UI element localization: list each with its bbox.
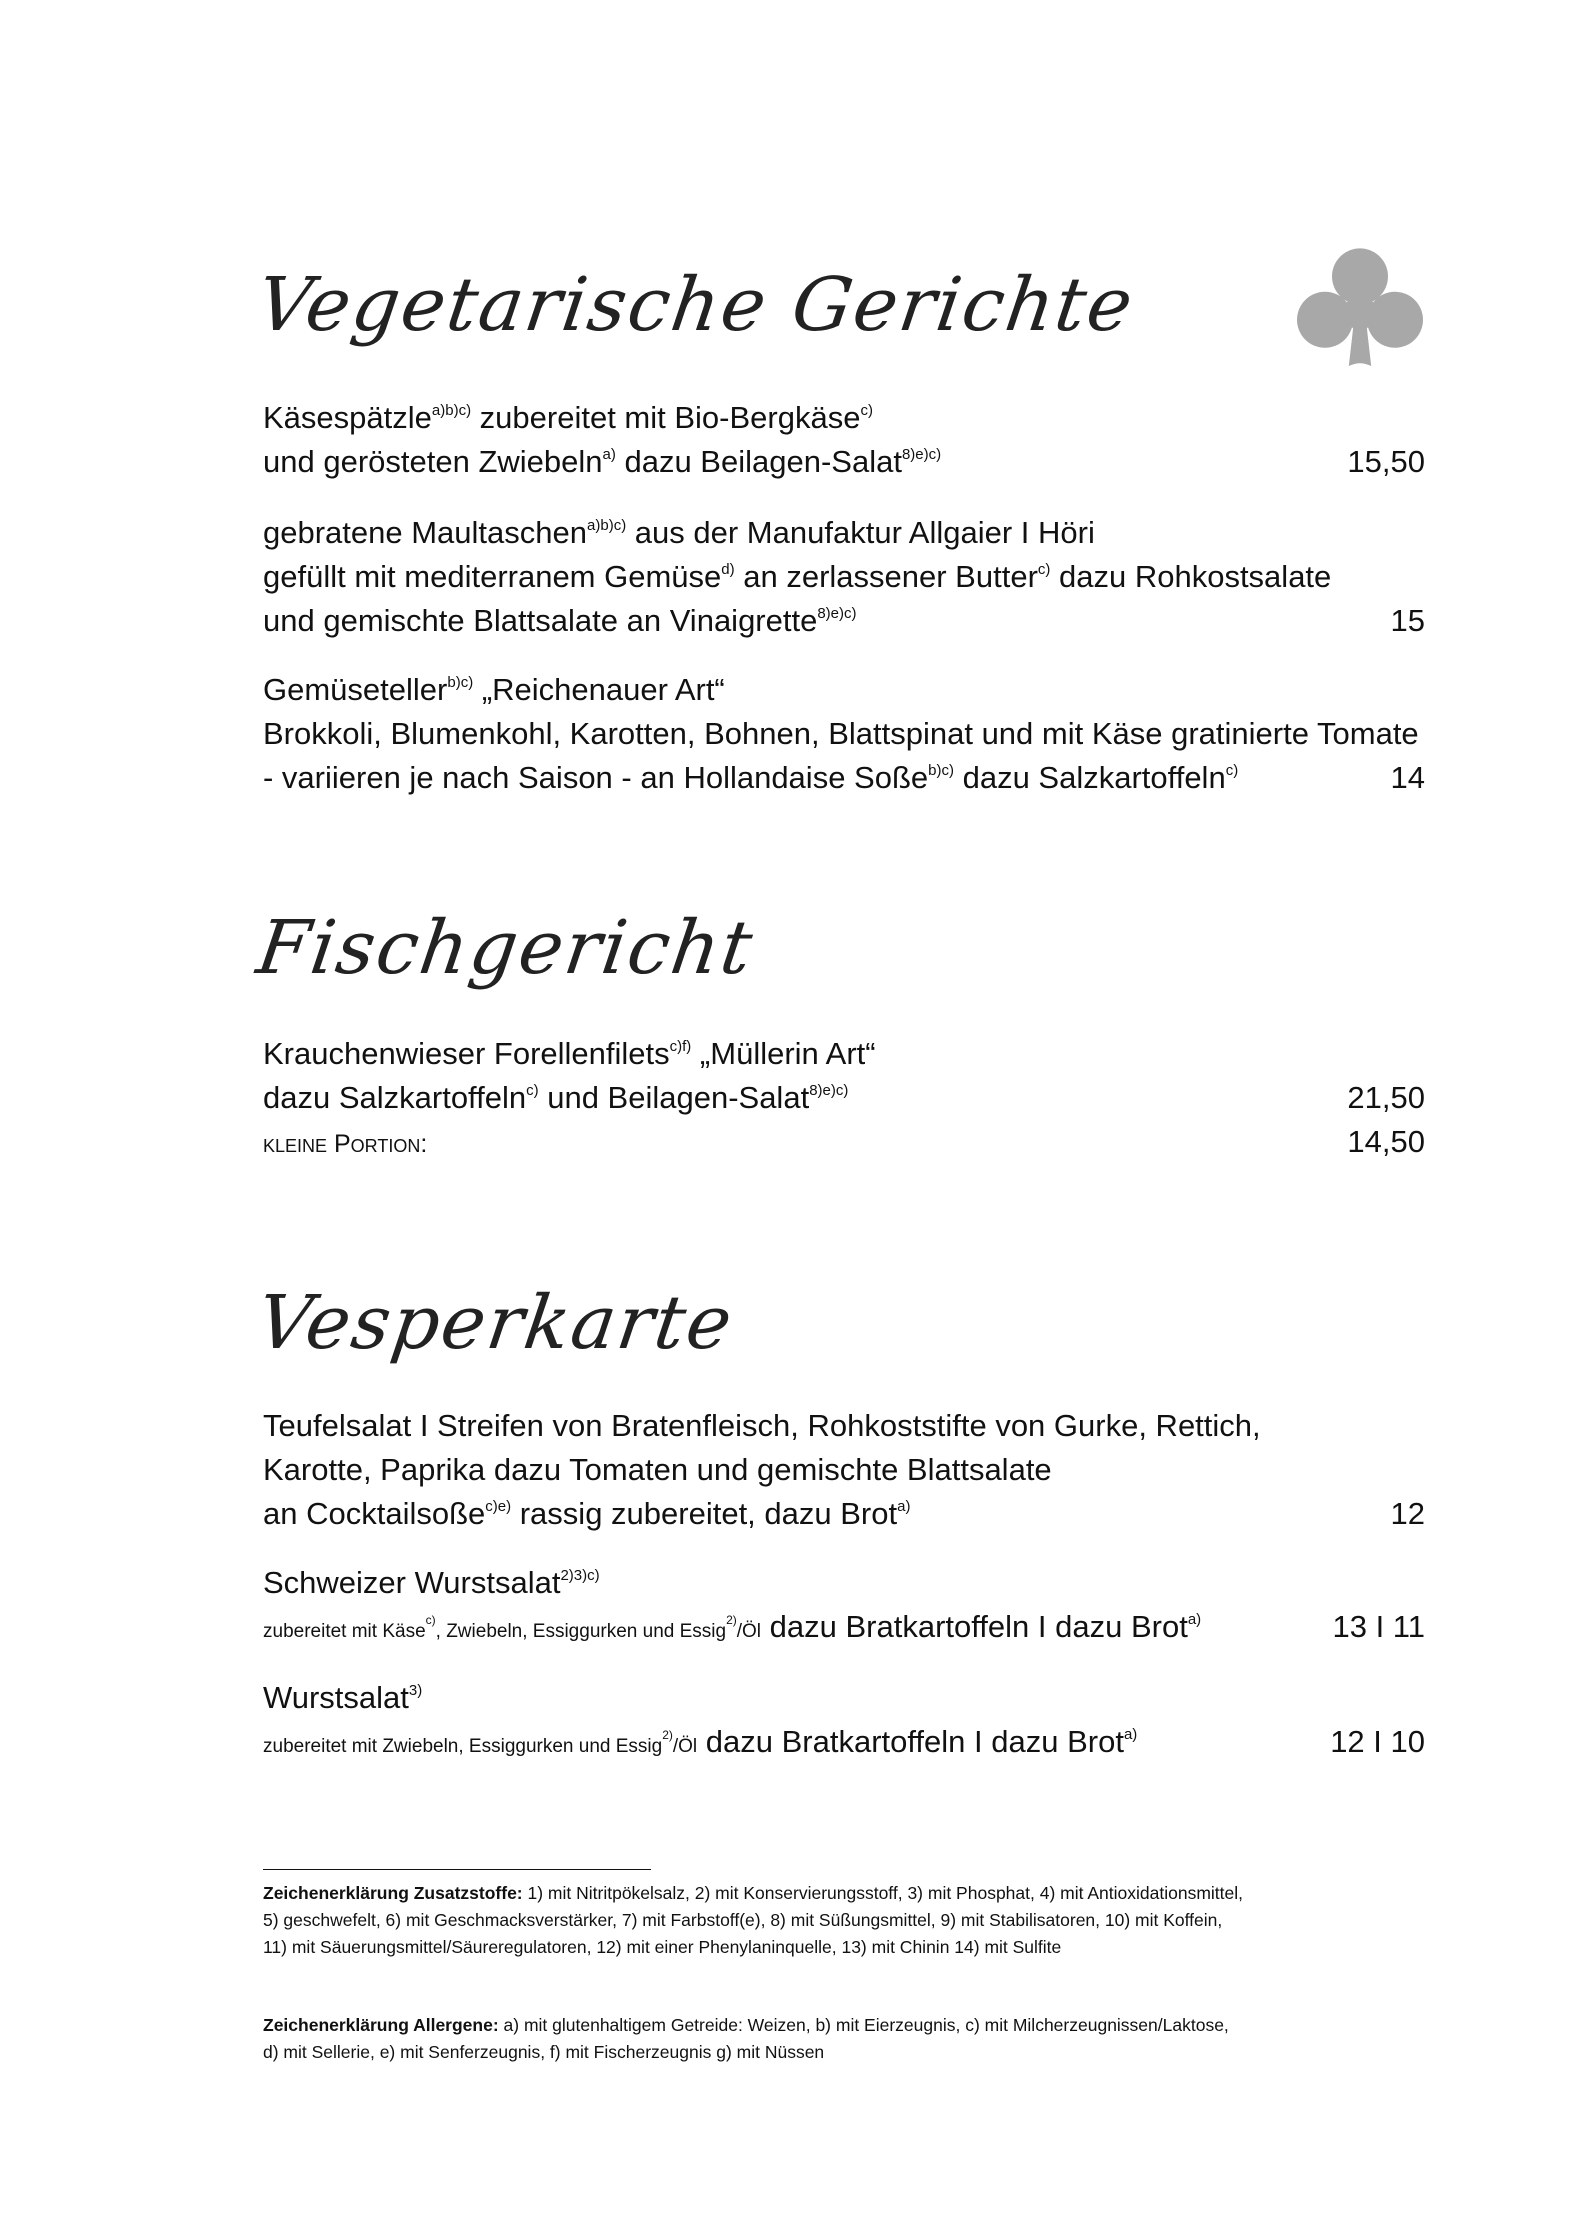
footnote-divider [263,1869,651,1870]
dish-description: dazu Salzkartoffeln [263,1080,527,1115]
dish-description: Karotte, Paprika dazu Tomaten und gemischte Blattsalate [263,1452,1052,1487]
dish-name: Krauchenwieser Forellenfilets [263,1036,670,1071]
allergen-code: b)c) [447,673,474,691]
menu-item-kaesespaetzle [263,396,1425,484]
allergen-code: c)e) [485,1497,512,1515]
dish-name: Teufelsalat I Streifen von Bratenfleisch, Rohkoststifte von Gurke, Rettich, [263,1408,1261,1443]
menu-item-teufelsalat [263,1404,1425,1536]
item-line [263,440,1425,484]
allergen-code: a) [602,445,616,463]
dish-side-options: dazu Bratkartoffeln I dazu Brot [697,1724,1124,1759]
item-line [263,1492,1425,1536]
price: 14 [1390,760,1425,795]
section-title-vesper: Vesperkarte [251,1280,739,1366]
dish-description: gefüllt mit mediterranem Gemüse [263,559,722,594]
allergen-code: c)f) [669,1037,692,1055]
small-portion-label: kleine Portion: [263,1130,428,1158]
dish-description: an Cocktailsoße [263,1496,486,1531]
menu-item-forellenfilets [263,1032,1425,1164]
allergen-code: a)b)c) [431,401,472,419]
footnote-additives [263,1880,1383,1961]
price: 12 [1390,1496,1425,1531]
item-line [263,555,1425,599]
footnote-label: Zeichenerklärung Allergene: [263,2015,499,2035]
footnote-text: a) mit glutenhaltigem Getreide: Weizen, b) mit Eierzeugnis, c) mit Milcherzeugnissen/Laktose, [498,2015,1229,2035]
allergen-code: a) [897,1497,911,1515]
price: 15 [1390,603,1425,638]
item-line [263,1676,1425,1720]
dish-description: zubereitet mit Bio-Bergkäse [471,400,861,435]
allergen-code: 8)e)c) [809,1081,849,1099]
dish-name: Wurstsalat [263,1680,409,1715]
price: 12 I 10 [1330,1724,1425,1759]
dish-description: rassig zubereitet, dazu Brot [511,1496,898,1531]
price: 15,50 [1347,444,1425,479]
item-line [263,511,1425,555]
dish-description: dazu Beilagen-Salat [615,444,902,479]
dish-side-options: dazu Bratkartoffeln I dazu Brot [761,1609,1188,1644]
dish-description: „Müllerin Art“ [691,1036,876,1071]
allergen-code: a) [1123,1725,1138,1743]
allergen-code: a) [1187,1610,1202,1628]
small-portion-price: 14,50 [1347,1124,1425,1159]
price: 21,50 [1347,1080,1425,1115]
item-line [263,396,1425,440]
item-line [263,599,1425,643]
allergen-code: c) [526,1081,539,1099]
footnote-text: 5) geschwefelt, 6) mit Geschmacksverstärker, 7) mit Farbstoff(e), 8) mit Süßungsmittel, 9) mit Stabilisatoren, 10) mit Koffein, [263,1910,1223,1930]
section-title-fish: Fischgericht [251,905,760,991]
menu-item-schweizer-wurstsalat [263,1561,1425,1649]
additive-code: 3) [408,1681,423,1699]
dish-description: und gemischte Blattsalate an Vinaigrette [263,603,818,638]
item-line [263,1448,1425,1492]
allergen-code: 8)e)c) [817,604,857,622]
allergen-code: a)b)c) [587,516,627,534]
item-line [263,1720,1425,1764]
allergen-code: 2)3)c) [560,1566,600,1584]
dish-description: aus der Manufaktur Allgaier I Höri [626,515,1095,550]
dish-description: dazu Salzkartoffeln [953,760,1226,795]
price: 13 I 11 [1332,1609,1425,1644]
item-line [263,1605,1425,1649]
dish-name: gebratene Maultaschen [263,515,588,550]
allergen-code: c) [425,1612,436,1627]
item-line [263,1404,1425,1448]
dish-description: /Öl [736,1621,762,1642]
footnote-text: 1) mit Nitritpökelsalz, 2) mit Konservierungsstoff, 3) mit Phosphat, 4) mit Antioxidationsmittel, [522,1883,1244,1903]
allergen-code: b)c) [928,761,954,779]
allergen-code: c) [1037,560,1051,578]
item-line [263,712,1425,756]
allergen-code: 8)e)c) [901,445,942,463]
dish-description: zubereitet mit Zwiebeln, Essiggurken und Essig [263,1736,663,1757]
menu-item-maultaschen [263,511,1425,643]
section-title-vegetarian: Vegetarische Gerichte [251,262,1140,348]
club-suit-icon [1290,240,1430,380]
footnote-allergens [263,2012,1383,2066]
dish-name: Gemüseteller [263,672,448,707]
dish-description: und gerösteten Zwiebeln [263,444,603,479]
item-line [263,1561,1425,1605]
additive-code: 2) [662,1727,673,1742]
dish-name: Käsespätzle [263,400,432,435]
additive-code: 2) [726,1612,737,1627]
dish-description: - variieren je nach Saison - an Hollandaise Soße [263,760,929,795]
dish-description: /Öl [672,1736,698,1757]
allergen-code: d) [721,560,735,578]
footnote-text: 11) mit Säuerungsmittel/Säureregulatoren, 12) mit einer Phenylaninquelle, 13) mit Chinin 14) mit Sulfite [263,1937,1062,1957]
allergen-code: c) [1225,761,1239,779]
dish-description: dazu Rohkostsalate [1050,559,1332,594]
item-line [263,1076,1425,1120]
item-line [263,1032,1425,1076]
item-line [263,668,1425,712]
dish-description: , Zwiebeln, Essiggurken und Essig [435,1621,727,1642]
dish-name: Schweizer Wurstsalat [263,1565,561,1600]
dish-description: an zerlassener Butter [734,559,1038,594]
dish-description: „Reichenauer Art“ [473,672,725,707]
menu-item-wurstsalat [263,1676,1425,1764]
footnote-text: d) mit Sellerie, e) mit Senferzeugnis, f) mit Fischerzeugnis g) mit Nüssen [263,2042,825,2062]
item-line [263,1120,1425,1164]
allergen-code: c) [860,401,873,419]
footnote-label: Zeichenerklärung Zusatzstoffe: [263,1883,523,1903]
item-line [263,756,1425,800]
dish-description: und Beilagen-Salat [538,1080,810,1115]
menu-item-gemueseteller [263,668,1425,800]
dish-description: Brokkoli, Blumenkohl, Karotten, Bohnen, Blattspinat und mit Käse gratinierte Tomate [263,716,1419,751]
dish-description: zubereitet mit Käse [263,1621,426,1642]
